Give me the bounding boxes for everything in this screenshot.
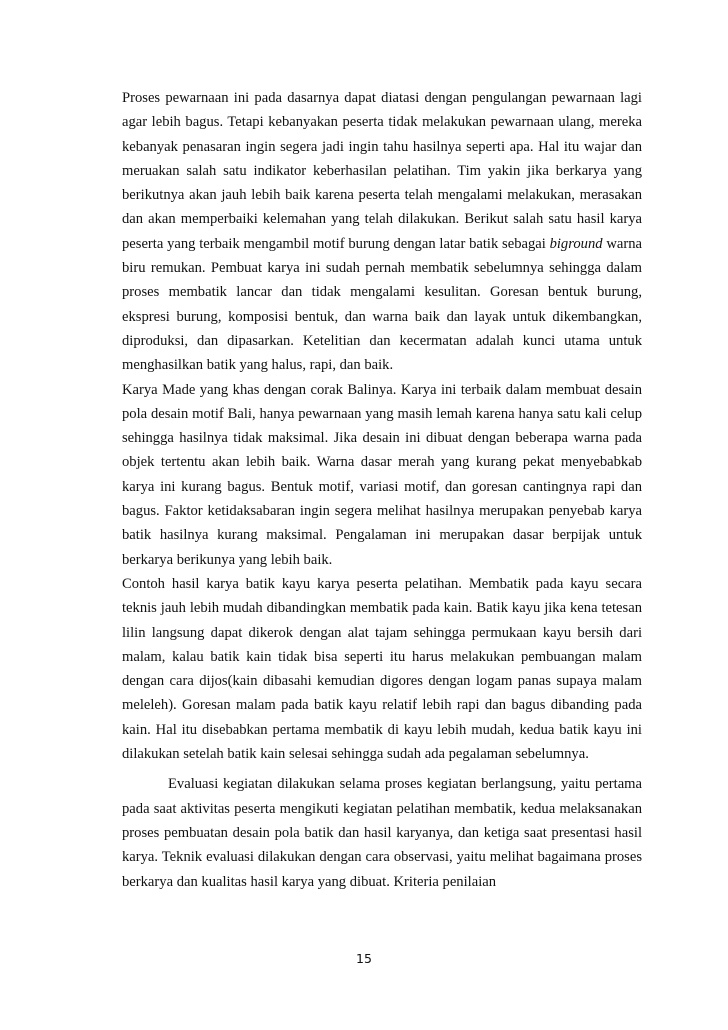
paragraph-evaluasi: Evaluasi kegiatan dilakukan selama proses kegiatan berlangsung, yaitu pertama pada saat aktivitas peserta mengikuti kegiatan pelatihan membatik, kedua melaksanakan proses pembuatan desain pola batik dan hasil karyanya, dan ketiga saat presentasi hasil karya. Teknik evaluasi dilakukan dengan cara observasi, yaitu melihat bagaimana proses berkarya dan kualitas hasil karya yang dibuat. Kriteria penilaian xyxy=(122,776,642,890)
page-number: 15 xyxy=(356,951,372,966)
paragraph-batik-kayu: Contoh hasil karya batik kayu karya peserta pelatihan. Membatik pada kayu secara teknis jauh lebih mudah dibandingkan membatik pada kain. Batik kayu jika kena tetesan lilin langsung dapat dikerok dengan alat tajam sehingga permukaan kayu bersih dari malam, kalau batik kain tidak bisa seperti itu harus melakukan pembuangan malam dengan cara dijos(kain dibasahi kemudian digores dengan logam panas supaya malam meleleh). Goresan malam pada batik kayu relatif lebih rapi dan bagus dibanding pada kain. Hal itu disebabkan pertama membatik di kayu lebih mudah, kedua batik kayu ini dilakukan setelah batik kain selesai sehingga sudah ada pegalaman sebelumnya. xyxy=(122,575,642,763)
paragraph-text: Proses pewarnaan ini pada dasarnya dapat diatasi dengan pengulangan pewarnaan lagi agar lebih bagus. Tetapi kebanyakan peserta tidak melakukan pewarnaan ulang, mereka kebanyak penasaran ingin segera jadi ingin tahu hasilnya seperti apa. Hal itu wajar dan meruakan salah satu indikator keberhasilan pelatihan. Tim yakin jika berkarya yang berikutnya akan jauh lebih baik karena peserta telah mengalami melakukan, merasakan dan akan memperbaiki kelemahan yang telah dilakukan. Berikut salah satu hasil karya peserta yang terbaik mengambil motif burung dengan latar batik sebagai xyxy=(122,90,642,252)
paragraph-karya-made: Karya Made yang khas dengan corak Balinya. Karya ini terbaik dalam membuat desain pola desain motif Bali, hanya pewarnaan yang masih lemah karena hanya satu kali celup sehingga hasilnya tidak maksimal. Jika desain ini dibuat dengan beberapa warna pada objek tertentu akan lebih baik. Warna dasar merah yang kurang pekat menyebabkab karya ini kurang bagus. Bentuk motif, variasi motif, dan goresan cantingnya rapi dan bagus. Faktor ketidaksabaran ingin segera melihat hasilnya merupakan penyebab karya batik hasilnya kurang maksimal. Pengalaman ini merupakan dasar berpijak untuk berkarya berikunya yang lebih baik. xyxy=(122,381,642,568)
paragraph-text: warna biru remukan. Pembuat karya ini sudah pernah membatik sebelumnya sehingga dalam proses membatik lancar dan tidak mengalami kesulitan. Goresan bentuk burung, ekspresi burung, komposisi bentuk, dan warna baik dan layak untuk dikembangkan, diproduksi, dan dipasarkan. Ketelitian dan kecermatan adalah kunci utama untuk menghasilkan batik yang halus, rapi, dan baik. xyxy=(122,235,642,374)
italic-term: biground xyxy=(549,235,603,252)
paragraph-batik-burung xyxy=(122,86,642,378)
body-text xyxy=(122,86,642,890)
